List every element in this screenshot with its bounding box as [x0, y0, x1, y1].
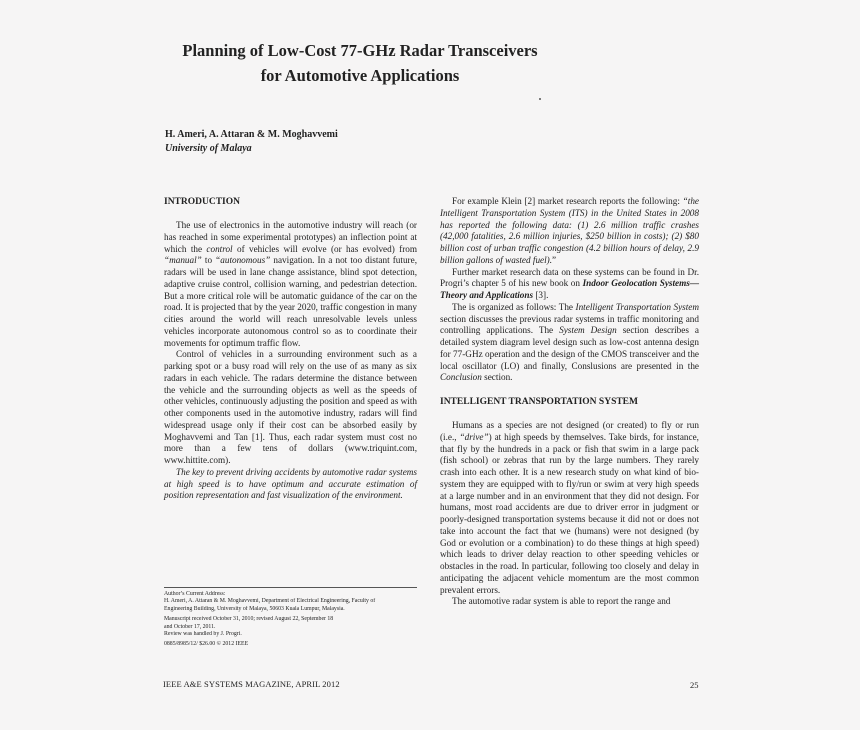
- footnote-line: and October 17, 2011.: [164, 623, 216, 630]
- text-run-italic: “autonomous”: [215, 255, 271, 266]
- text-run-italic: Intelligent Transportation System: [575, 301, 699, 312]
- text-run-italic: System Design: [559, 325, 617, 336]
- footnote-line: H. Ameri, A. Attaran & M. Moghavvemi, Department of Electrical Engineering, Faculty of: [164, 598, 376, 605]
- footnote-line: Engineering Building, University of Malaya, 50603 Kuala Lumpur, Malaysia.: [164, 605, 345, 612]
- page-number: 25: [690, 680, 699, 690]
- title-line-2: for Automotive Applications: [260, 66, 460, 85]
- text-run-italic: “manual”: [164, 255, 202, 266]
- text-run: [3].: [533, 290, 549, 300]
- text-run: Further market research data on these systems can be found in Dr. Progri’s chapter 5 of his new book on: [440, 266, 699, 289]
- text-run-italic: control: [206, 243, 233, 254]
- author-block: [165, 128, 338, 156]
- text-run: ”: [552, 254, 557, 265]
- right-paragraph-3: [440, 302, 699, 384]
- author-affiliation: University of Malaya: [165, 143, 252, 154]
- left-column: [164, 196, 417, 502]
- footnote-line: Manuscript received October 31, 2010; revised August 22, September 18: [164, 616, 334, 623]
- stray-dot: [539, 98, 541, 100]
- right-column: [440, 196, 699, 608]
- text-run: to: [201, 255, 216, 266]
- author-names: H. Ameri, A. Attaran & M. Moghavvemi: [165, 129, 338, 140]
- right-paragraph-2: [440, 267, 699, 302]
- text-run: The use of electronics in the automotive industry will reach (or has reached in some experimental prototypes) an inflection point at which the: [164, 220, 417, 254]
- text-run: section.: [481, 372, 513, 383]
- footnote-line: Review was handled by J. Progri.: [164, 631, 242, 638]
- its-paragraph-2: The automotive radar system is able to report the range and: [452, 596, 671, 607]
- its-paragraph-1: [440, 420, 699, 596]
- text-run-italic: “drive”: [459, 431, 489, 442]
- author-footnote: [164, 587, 417, 649]
- title-line-1: Planning of Low-Cost 77-GHz Radar Transceivers: [182, 41, 538, 60]
- text-run: of vehicles will evolve (or has evolved) from: [232, 243, 417, 254]
- text-run: section describes a detailed system diagram level design such as low-cost antenna design for 77-GHz operation and the design of the CMOS transceiver and the local oscillator (LO) and finally, Conslusions are presented in the: [440, 325, 699, 371]
- text-run: section discusses the previous radar systems in traffic monitoring and controlling applications. The: [440, 313, 699, 336]
- text-run: ) at high speeds by themselves. Take birds, for instance, that fly by the hundreds in a pack or fish that swim in a large pack (fish school) or zebras that run by the large numbers. They rarely crash into each other. It is a new research study on what kind of bio-system they are equipped with to fly/run or swim at very high speeds at a large number and in an environment that they did not design. For humans, most road accidents are due to driver error in judgment or poorly-designed transportation systems because it did not or does not take into account the fact that we (humans) were not designed (by God or evolution or a combination) to do these things at high speed) which leads to driver delay reaction to other speeding vehicles or obstacles in the road. In particular, following too closely and delay in anticipating the adjacent vehicle momentum are the most common prevalent errors.: [440, 431, 699, 595]
- section-heading-its: INTELLIGENT TRANSPORTATION SYSTEM: [440, 397, 638, 407]
- text-run-bold-italic: Indoor Geolocation Systems—Theory and Applications: [440, 278, 700, 300]
- text-run-italic: Conclusion: [440, 372, 482, 383]
- text-run: The is organized as follows: The: [452, 301, 576, 312]
- text-run: navigation. In a not too distant future, radars will be used in lane change assistance, blind spot detection, adaptive cruise control, collision warning, and pedestrian detection. But a more critical role will be automatic guidance of the car on the road. It is projected that by the year 2020, traffic congestion in many cities around the world will reach unresolvable levels unless vehicles incorporate autonomous control so as to coordinate their movements for optimum traffic flow.: [164, 255, 417, 348]
- intro-paragraph-1: [164, 220, 417, 349]
- paper-title: [150, 38, 570, 88]
- section-heading-introduction: INTRODUCTION: [164, 197, 241, 207]
- journal-footer: IEEE A&E SYSTEMS MAGAZINE, APRIL 2012: [163, 679, 340, 689]
- footnote-line: Author’s Current Address:: [164, 591, 226, 597]
- right-paragraph-1: [440, 196, 699, 267]
- intro-paragraph-3: The key to prevent driving accidents by automotive radar systems at high speed is to have optimum and accurate estimation of position representation and fast visualization of the environment.: [164, 466, 417, 501]
- text-run: For example Klein [2] market research reports the following:: [452, 196, 683, 206]
- text-run-italic: “the Intelligent Transportation System (ITS) in the United States in 2008 has reported the following data: (1) 2.6 million traffic crashes (42,000 fatalities, 2.6 million injuries, $250 billion in costs); (2) $80 billion cost of urban traffic congestion (4.2 billion hours of delay, 2.9 billion gallons of wasted fuel).: [440, 196, 699, 265]
- text-run: Humans as a species are not designed (or created) to fly or run (i.e.,: [440, 420, 699, 442]
- footnote-line: 0885/8985/12/ $26.00 © 2012 IEEE: [164, 641, 249, 648]
- intro-paragraph-2: Control of vehicles in a surrounding environment such as a parking spot or a busy road will rely on the use of as many as six radars in each vehicle. The radars determine the distance between the vehicle and the surrounding objects as well as the speeds of other vehicles, continuously adjusting the position and speed as with other components used in the automotive industry, radars will find widespread usage only if their cost can be absorbed easily by Moghavvemi and Tan [1]. Thus, each radar system must cost no more than a few tens of dollars (www.triquint.com, www.hittite.com).: [164, 349, 417, 465]
